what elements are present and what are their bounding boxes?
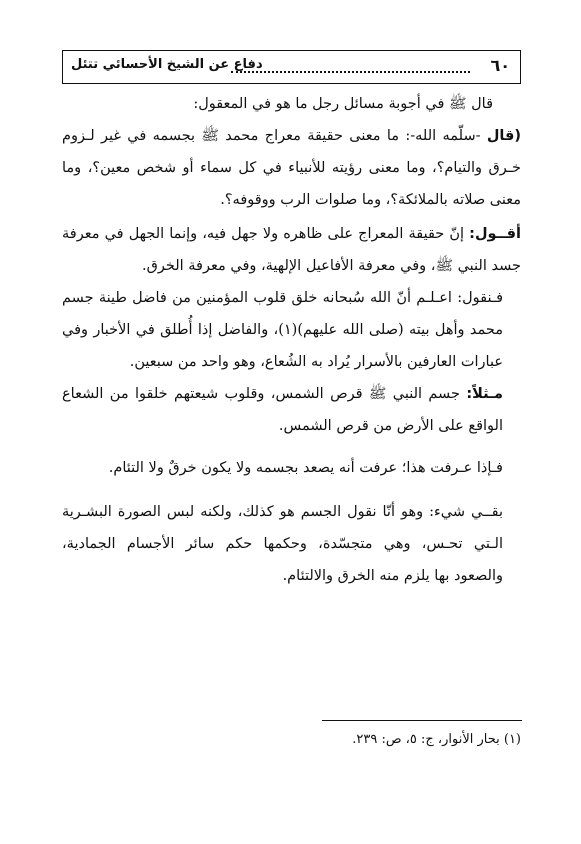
- answer-lead: أقــول:: [469, 226, 521, 242]
- paragraph-intro: قال ﷺ في أجوبة مسائل رجل ما هو في المعقول:: [193, 96, 493, 112]
- paragraph-explanation: فـنقول: اعـلـم أنّ الله سُبحانه خلق قلوب المؤمنين من فاضل طينة جسم محمد وأهل بيته (صلى الله عليهم)(١)، والفاضل إذا أُطلق في الأخبار وفي عبارات العارفين بالأسرار يُراد به الشُعاع، وهو واحد من سبعين.: [62, 290, 503, 370]
- footnote: (١) بحار الأنوار، ج: ٥، ص: ٢٣٩.: [352, 732, 521, 747]
- paragraph-question: (قال -سلّمه الله-: ما معنى حقيقة معراج محمد ﷺ بجسمه في غير لـزوم خـرق والتيام؟، وما معنى رؤيته للأنبياء في كل سماء أو شخص معين؟، وما معنى صلاته بالملائكة؟، وما صلوات الرب ووقوفه؟.: [62, 128, 521, 208]
- leader-dots: [231, 71, 470, 73]
- running-title: دفاع عن الشيخ الأحسائي تتئل: [71, 57, 263, 72]
- paragraph-answer: أقــول: إنّ حقيقة المعراج على ظاهره ولا جهل فيه، وإنما الجهل في معرفة جسد النبي ﷺ، وفي معرفة الأفاعيل الإلهية، وفي معرفة الخرق.: [62, 226, 521, 274]
- main-text: [62, 88, 521, 592]
- question-lead: (قال: [486, 128, 521, 144]
- paragraph-example: مـثلاً: جسم النبي ﷺ قرص الشمس، وقلوب شيعتهم خلقوا من الشعاع الواقع على الأرض من قرص الشمس.: [62, 386, 504, 434]
- paragraph-remaining: بقــي شيء: وهو أنّا نقول الجسم هو كذلك، ولكنه لبس الصورة البشـرية الـتي تحـس، وهي متجسّدة، وحكمها حكم سائر الأجسام الجمادية، والصعود بها يلزم منه الخرق والالتئام.: [62, 504, 503, 584]
- paragraph-conclusion: فـإذا عـرفت هذا؛ عرفت أنه يصعد بجسمه ولا يكون خرقٌ ولا التئام.: [108, 460, 503, 476]
- example-lead: مـثلاً:: [466, 386, 504, 402]
- page-number: ٦٠: [490, 56, 510, 75]
- footnote-separator: [322, 720, 522, 721]
- page-header: [62, 50, 521, 84]
